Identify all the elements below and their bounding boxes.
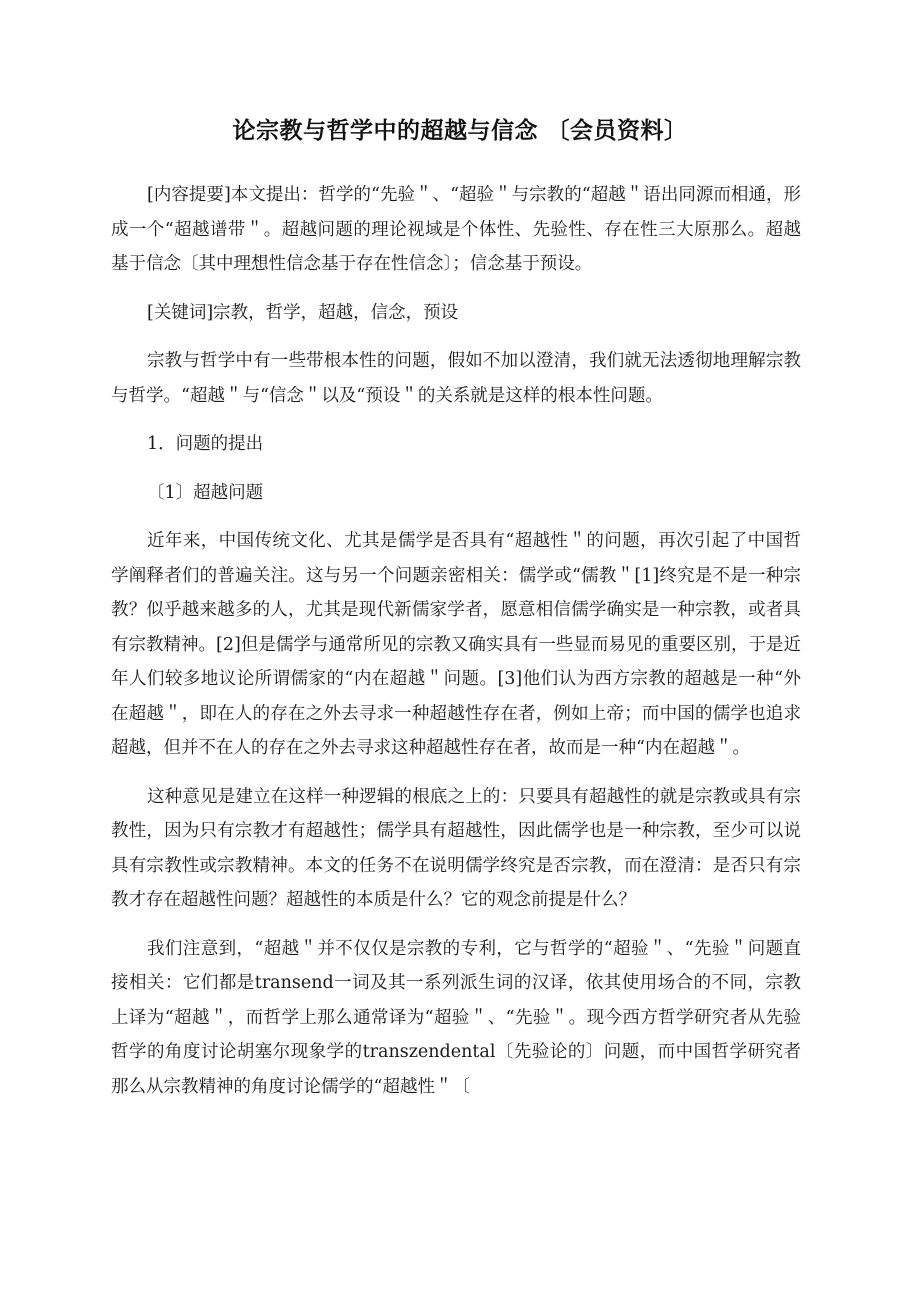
body-paragraph: 近年来，中国传统文化、尤其是儒学是否具有“超越性＂的问题，再次引起了中国哲学阐释者们的普遍关注。这与另一个问题亲密相关：儒学或“儒教＂[1]终究是不是一种宗教？似乎越来越多的人，尤其是现代新儒家学者，愿意相信儒学确实是一种宗教，或者具有宗教精神。[2]但是儒学与通常所见的宗教又确实具有一些显而易见的重要区别，于是近年人们较多地议论所谓儒家的“内在超越＂问题。[3]他们认为西方宗教的超越是一种“外在超越＂，即在人的存在之外去寻求一种超越性存在者，例如上帝；而中国的儒学也追求超越，但并不在人的存在之外去寻求这种超越性存在者，故而是一种“内在超越＂。 <box>111 531 801 758</box>
body-paragraph: 这种意见是建立在这样一种逻辑的根底之上的：只要具有超越性的就是宗教或具有宗教性，因为只有宗教才有超越性；儒学具有超越性，因此儒学也是一种宗教，至少可以说具有宗教性或宗教精神。本文的任务不在说明儒学终究是否宗教，而在澄清：是否只有宗教才存在超越性问题？超越性的本质是什么？它的观念前提是什么？ <box>111 786 801 910</box>
body-paragraph: 我们注意到，“超越＂并不仅仅是宗教的专利，它与哲学的“超验＂、“先验＂问题直接相关：它们都是transend一词及其一系列派生词的汉译，依其使用场合的不同，宗教上译为“超越＂，而哲学上那么通常译为“超验＂、“先验＂。现今西方哲学研究者从先验哲学的角度讨论胡塞尔现象学的transzendental〔先验论的〕问题，而中国哲学研究者那么从宗教精神的角度讨论儒学的“超越性＂〔 <box>111 938 801 1097</box>
document-body <box>111 178 801 1116</box>
intro-paragraph: 宗教与哲学中有一些带根本性的问题，假如不加以澄清，我们就无法透彻地理解宗教与哲学。“超越＂与“信念＂以及“预设＂的关系就是这样的根本性问题。 <box>111 351 801 406</box>
abstract-paragraph: [内容提要]本文提出：哲学的“先验＂、“超验＂与宗教的“超越＂语出同源而相通，形成一个“超越谱带＂。超越问题的理论视域是个体性、先验性、存在性三大原那么。超越基于信念〔其中理想性信念基于存在性信念〕；信念基于预设。 <box>111 185 801 274</box>
subsection-heading: 〔1〕超越问题 <box>147 482 264 503</box>
section-heading: 1．问题的提出 <box>147 434 264 454</box>
keywords-paragraph: [关键词]宗教，哲学，超越，信念，预设 <box>147 302 459 323</box>
document-title: 论宗教与哲学中的超越与信念 〔会员资料〕 <box>232 118 688 144</box>
